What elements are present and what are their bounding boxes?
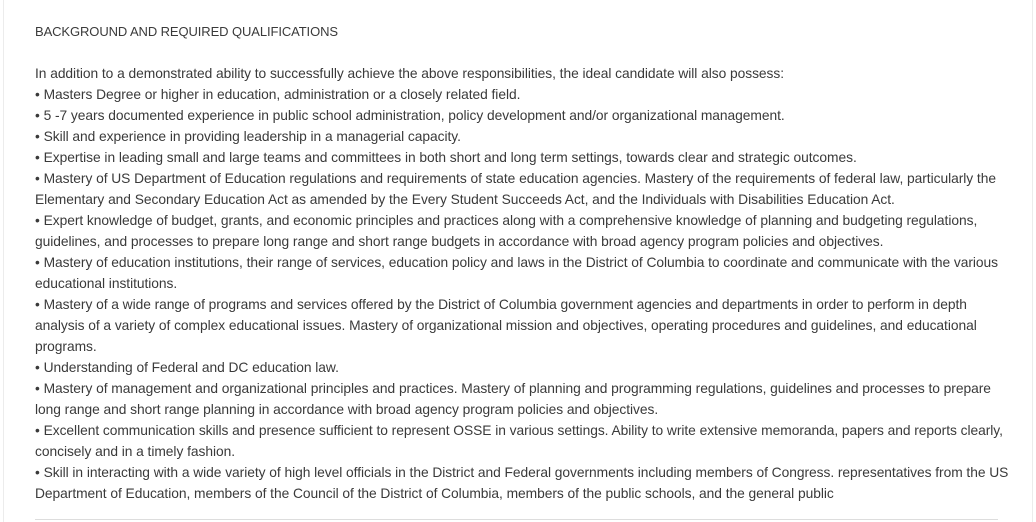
list-item: [35, 168, 1010, 210]
bullet-icon: •: [35, 381, 40, 396]
section-heading: BACKGROUND AND REQUIRED QUALIFICATIONS: [35, 24, 338, 39]
list-item-text: Skill and experience in providing leadership in a managerial capacity.: [43, 129, 461, 144]
list-item: [35, 252, 1010, 294]
bullet-icon: •: [35, 150, 40, 165]
bullet-icon: •: [35, 360, 40, 375]
list-item-text: Mastery of US Department of Education regulations and requirements of state education agencies. Mastery of the requirements of federal law, particularly the Elementary and Secondary Education Act as amended by the Every Student Succeeds Act, and the Individuals with Disabilities Education Act.: [35, 171, 996, 207]
list-item: [35, 462, 1010, 504]
list-item-text: Excellent communication skills and presence sufficient to represent OSSE in various settings. Ability to write extensive memoranda, papers and reports clearly, concisely and in a timely fashion.: [35, 423, 1003, 459]
bullet-icon: •: [35, 129, 40, 144]
list-item-text: Masters Degree or higher in education, administration or a closely related field.: [43, 87, 521, 102]
list-item: [35, 105, 1010, 126]
list-item: [35, 294, 1010, 357]
list-item-text: Understanding of Federal and DC education law.: [43, 360, 339, 375]
section-divider: [35, 519, 998, 520]
list-item-text: 5 -7 years documented experience in public school administration, policy development and/or organizational management.: [43, 108, 785, 123]
list-item-text: Skill in interacting with a wide variety of high level officials in the District and Federal governments including members of Congress. representatives from the US Department of Education, members of the Council of the District of Columbia, members of the public schools, and the general public: [35, 465, 1009, 501]
list-item-text: Mastery of education institutions, their range of services, education policy and laws in the District of Columbia to coordinate and communicate with the various educational institutions.: [35, 255, 999, 291]
bullet-icon: •: [35, 423, 40, 438]
spacer: [35, 42, 1010, 63]
bullet-icon: •: [35, 171, 40, 186]
qualifications-list: [35, 84, 1010, 504]
bullet-icon: •: [35, 87, 40, 102]
bullet-icon: •: [35, 213, 40, 228]
intro-text: In addition to a demonstrated ability to successfully achieve the above responsibilities, the ideal candidate will also possess:: [35, 66, 785, 81]
bullet-icon: •: [35, 255, 40, 270]
list-item-text: Mastery of a wide range of programs and services offered by the District of Columbia government agencies and departments in order to perform in depth analysis of a variety of complex educational issues. Mastery of organizational mission and objectives, operating procedures and guidelines, and educational programs.: [35, 297, 977, 354]
list-item-text: Expertise in leading small and large teams and committees in both short and long term settings, towards clear and strategic outcomes.: [43, 150, 857, 165]
list-item-text: Expert knowledge of budget, grants, and economic principles and practices along with a comprehensive knowledge of planning and budgeting regulations, guidelines, and processes to prepare long range and short range budgets in accordance with broad agency program policies and objectives.: [35, 213, 978, 249]
list-item: [35, 420, 1010, 462]
list-item-text: Mastery of management and organizational principles and practices. Mastery of planning and programming regulations, guidelines and processes to prepare long range and short range planning in accordance with broad agency program policies and objectives.: [35, 381, 991, 417]
list-item: [35, 147, 1010, 168]
bullet-icon: •: [35, 297, 40, 312]
list-item: [35, 84, 1010, 105]
list-item: [35, 378, 1010, 420]
bullet-icon: •: [35, 108, 40, 123]
list-item: [35, 126, 1010, 147]
list-item: [35, 210, 1010, 252]
qualifications-section: [35, 21, 1010, 504]
bullet-icon: •: [35, 465, 40, 480]
list-item: [35, 357, 1010, 378]
